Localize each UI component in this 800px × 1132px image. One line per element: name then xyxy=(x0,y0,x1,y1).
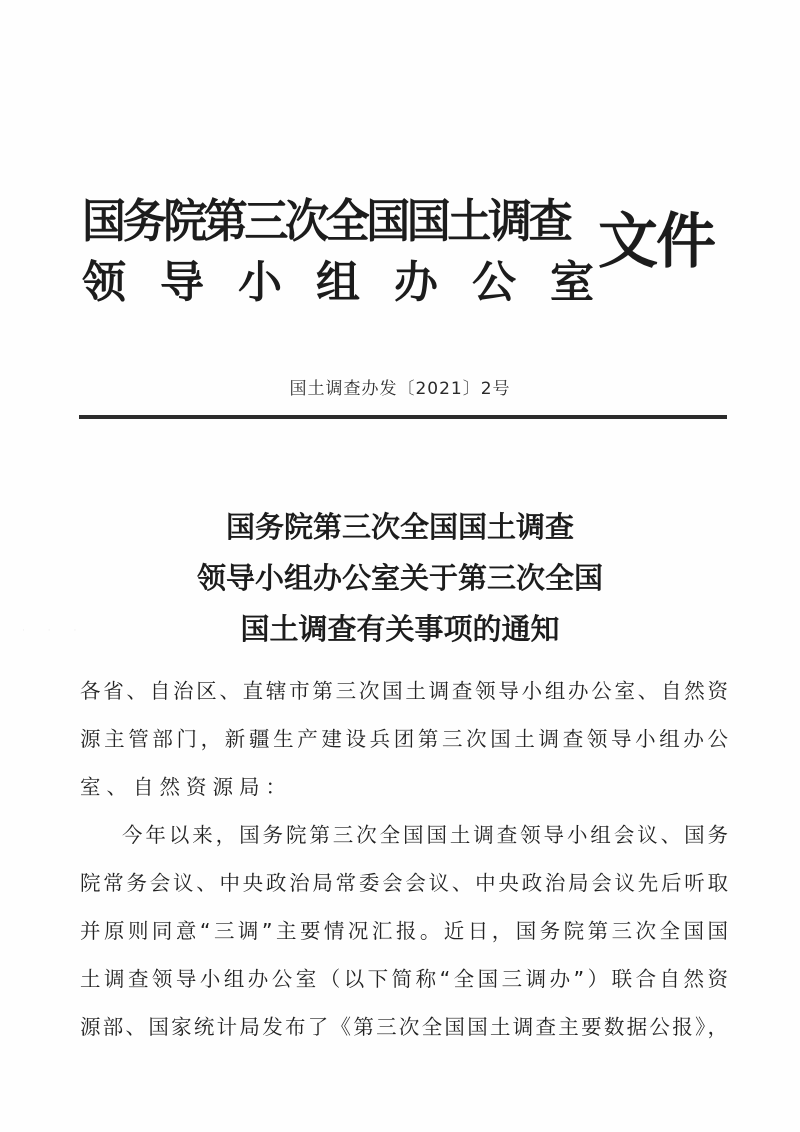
addressee-paragraph xyxy=(80,667,728,811)
organization-char: 导 xyxy=(160,257,204,308)
body-line: 今年以来，国务院第三次全国国土调查领导小组会议、国务 xyxy=(122,823,728,847)
body-line: 各省、自治区、直辖市第三次国土调查领导小组办公室、自然资 xyxy=(80,679,728,703)
organization-char: 室 xyxy=(550,257,594,308)
organization-name-line2 xyxy=(82,255,594,311)
title-line: 国务院第三次全国国土调查 xyxy=(225,510,574,544)
organization-char: 领 xyxy=(82,257,126,308)
document-body xyxy=(80,667,728,1051)
body-paragraph-1 xyxy=(80,811,728,1051)
issuing-organization xyxy=(82,193,602,311)
scan-artifact: · · · xyxy=(22,626,87,636)
document-number: 国土调查办发〔2021〕2号 xyxy=(289,379,511,399)
organization-char: 办 xyxy=(394,257,438,308)
body-line: 院常务会议、中央政治局常委会会议、中央政治局会议先后听取 xyxy=(80,871,728,895)
organization-char: 小 xyxy=(238,257,282,308)
header-divider-rule xyxy=(79,415,727,419)
body-line: 源部、国家统计局发布了《第三次全国国土调查主要数据公报》， xyxy=(80,1015,728,1039)
title-line: 领导小组办公室关于第三次全国 xyxy=(196,561,603,595)
document-title xyxy=(0,502,800,655)
body-line: 源主管部门，新疆生产建设兵团第三次国土调查领导小组办公 xyxy=(80,727,728,751)
organization-char: 公 xyxy=(472,257,516,308)
organization-name-line1: 国务院第三次全国国土调查 xyxy=(82,195,570,249)
body-line: 室、自然资源局： xyxy=(80,775,292,799)
organization-char: 组 xyxy=(316,257,360,308)
document-type-label: 文件 xyxy=(598,207,714,277)
body-line: 土调查领导小组办公室（以下简称“全国三调办”）联合自然资 xyxy=(80,967,728,991)
title-line: 国土调查有关事项的通知 xyxy=(240,612,560,646)
body-line: 并原则同意“三调”主要情况汇报。近日，国务院第三次全国国 xyxy=(80,919,728,943)
